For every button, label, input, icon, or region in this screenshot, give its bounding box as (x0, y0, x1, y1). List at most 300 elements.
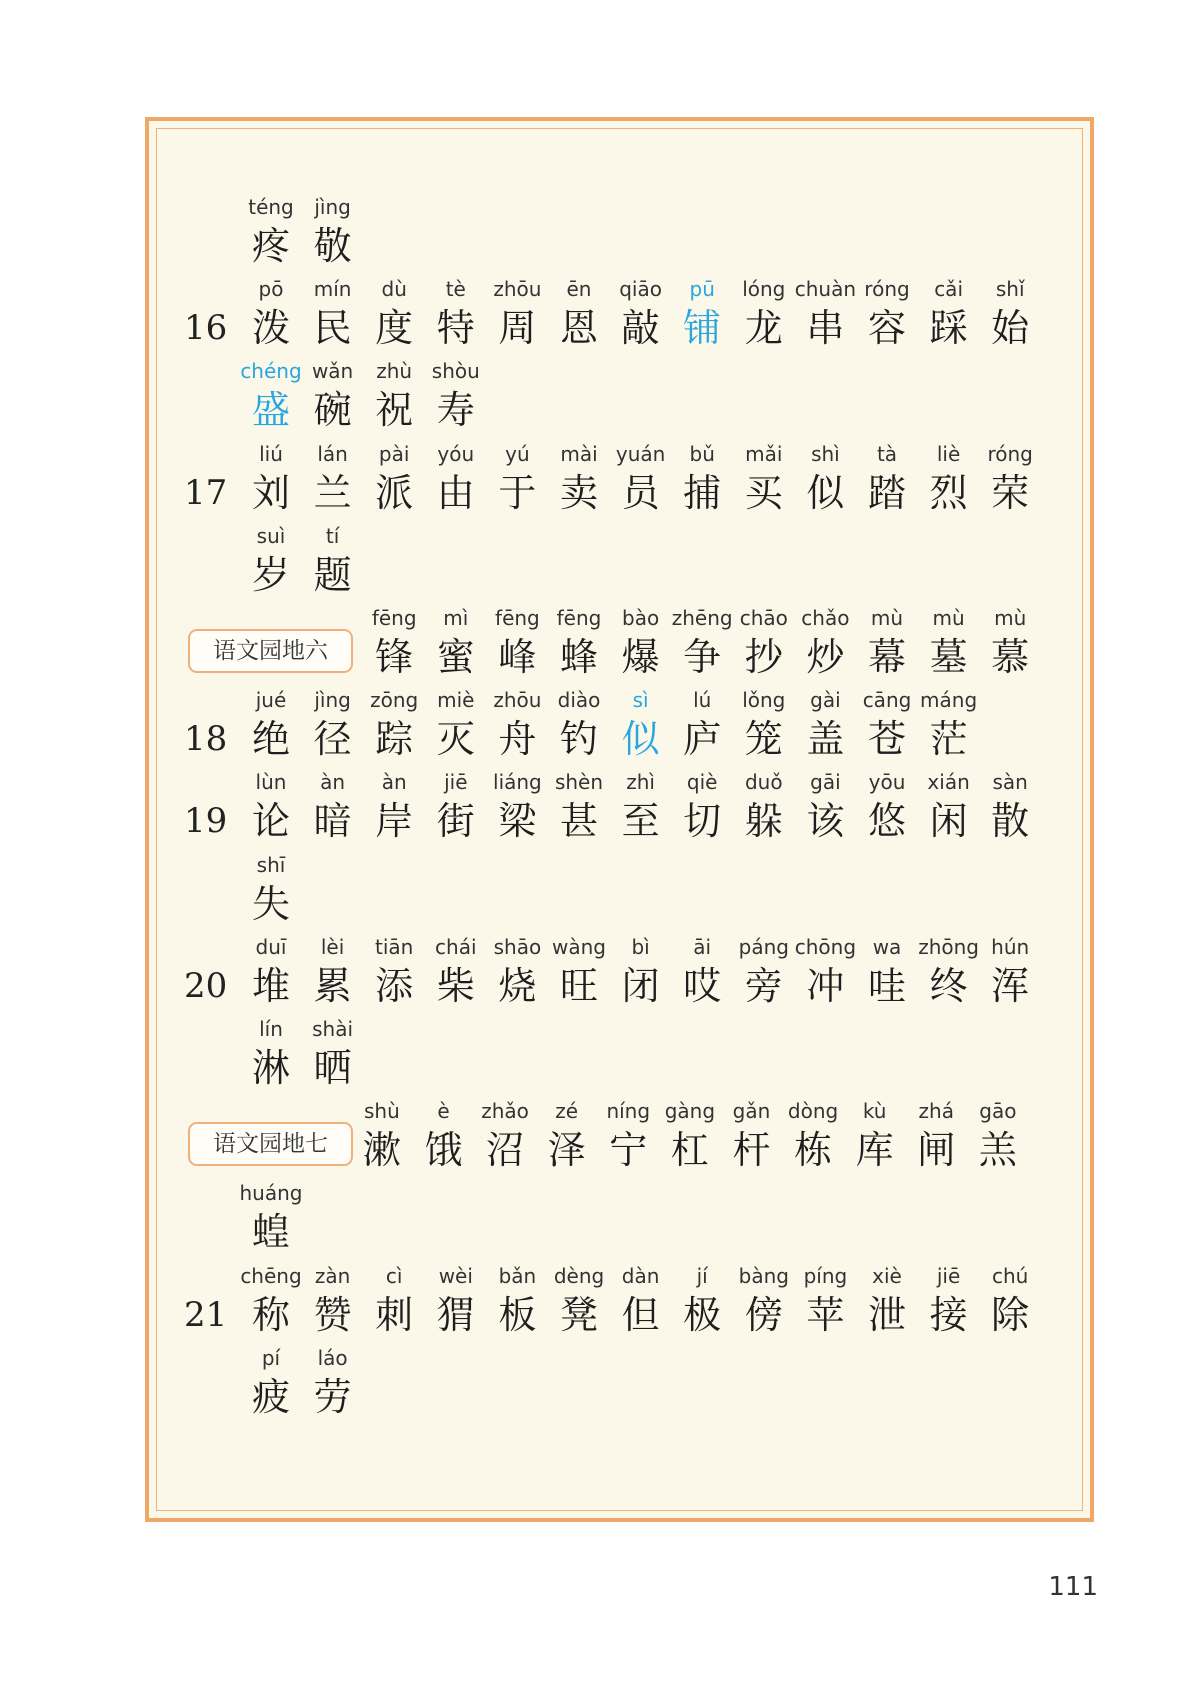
hanzi: 荣 (991, 470, 1030, 515)
pinyin: lùn (255, 770, 287, 795)
lesson-number: 19 (184, 801, 228, 842)
pinyin: kù (862, 1099, 887, 1124)
vocab-char (655, 1097, 725, 1173)
hanzi: 由 (436, 470, 475, 515)
pinyin: chōng (794, 934, 857, 959)
hanzi: 碗 (313, 388, 352, 433)
lesson-number: 18 (184, 719, 228, 760)
pinyin: duī (255, 934, 287, 959)
pinyin: fēng (371, 606, 417, 630)
pinyin: lán (317, 441, 348, 466)
pinyin: mù (994, 606, 1027, 630)
hanzi: 蜜 (436, 635, 475, 679)
hanzi: 钓 (559, 717, 598, 762)
pinyin: shǐ (995, 277, 1025, 302)
pinyin: chái (435, 934, 477, 959)
hanzi: 板 (498, 1292, 537, 1337)
pinyin: dòng (787, 1099, 839, 1124)
hanzi: 锋 (375, 635, 414, 679)
hanzi: 兰 (313, 470, 352, 515)
pinyin: è (437, 1099, 450, 1124)
vocab-char (975, 933, 1045, 1009)
pinyin: lín (259, 1017, 283, 1041)
vocab-char (298, 1344, 368, 1420)
vocab-char (236, 440, 306, 516)
pinyin: zhù (376, 359, 413, 384)
pinyin: dù (381, 277, 407, 302)
pinyin: jiē (444, 770, 468, 795)
hanzi: 争 (683, 635, 722, 679)
pinyin: wa (872, 934, 902, 959)
hanzi: 论 (251, 799, 290, 844)
pinyin: zhēng (671, 606, 733, 630)
vocab-char (667, 604, 737, 680)
pinyin: tà (876, 441, 898, 466)
pinyin: chǎo (801, 606, 850, 630)
hanzi: 冲 (806, 963, 845, 1008)
vocab-char (914, 604, 984, 680)
hanzi: 闲 (929, 799, 968, 844)
vocab-char (667, 275, 737, 351)
hanzi: 栋 (794, 1128, 833, 1173)
vocab-char (790, 440, 860, 516)
hanzi: 径 (313, 717, 352, 762)
hanzi: 员 (621, 470, 660, 515)
vocab-char (914, 275, 984, 351)
vocab-char (975, 1262, 1045, 1338)
vocab-char (236, 768, 306, 844)
pinyin: mín (313, 277, 352, 302)
pinyin: lǒng (742, 688, 786, 713)
section-label: 语文园地六 (188, 629, 353, 673)
pinyin: bǎn (498, 1263, 537, 1288)
hanzi: 泼 (251, 306, 290, 351)
vocab-row (0, 1262, 1191, 1344)
vocab-row (0, 193, 1191, 275)
hanzi: 买 (744, 470, 783, 515)
hanzi: 蜂 (559, 635, 598, 679)
vocab-char (852, 1262, 922, 1338)
vocab-char (421, 440, 491, 516)
hanzi: 似 (621, 717, 660, 762)
hanzi: 峰 (498, 635, 537, 679)
hanzi: 卖 (559, 470, 598, 515)
hanzi: 傍 (744, 1292, 783, 1337)
hanzi: 盖 (806, 717, 845, 762)
vocab-char (298, 522, 368, 598)
hanzi: 串 (806, 306, 845, 351)
pinyin: qiāo (619, 277, 662, 302)
vocab-char (359, 1262, 429, 1338)
hanzi: 题 (313, 552, 352, 597)
hanzi: 烧 (498, 963, 537, 1008)
hanzi: 似 (806, 470, 845, 515)
vocab-char (790, 1262, 860, 1338)
vocab-char (298, 768, 368, 844)
vocab-char (482, 768, 552, 844)
vocab-char (408, 1097, 478, 1173)
pinyin: huáng (239, 1181, 303, 1206)
pinyin: zàn (314, 1263, 351, 1288)
vocab-char (421, 275, 491, 351)
pinyin: liú (259, 441, 283, 466)
pinyin: sàn (992, 770, 1028, 795)
hanzi: 炒 (806, 635, 845, 679)
vocab-char (359, 686, 429, 762)
hanzi: 民 (313, 306, 352, 351)
pinyin: téng (248, 195, 294, 219)
hanzi: 宁 (609, 1128, 648, 1173)
vocab-char (852, 768, 922, 844)
vocab-row (0, 522, 1191, 604)
hanzi: 龙 (744, 306, 783, 351)
vocab-char (778, 1097, 848, 1173)
pinyin: píng (803, 1263, 848, 1288)
pinyin: mù (870, 606, 904, 630)
vocab-char (729, 604, 799, 680)
pinyin: gǎn (732, 1099, 771, 1124)
hanzi: 始 (991, 306, 1030, 351)
pinyin: bǔ (689, 441, 715, 466)
vocab-row (0, 440, 1191, 522)
vocab-char (236, 193, 306, 269)
vocab-char (606, 933, 676, 1009)
hanzi: 梁 (498, 799, 537, 844)
hanzi: 哎 (683, 963, 722, 1008)
pinyin: shù (363, 1099, 400, 1124)
hanzi: 苹 (806, 1292, 845, 1337)
vocab-char (421, 768, 491, 844)
vocab-char (236, 522, 306, 598)
pinyin: hún (991, 934, 1030, 959)
vocab-char (421, 357, 491, 433)
vocab-char (729, 686, 799, 762)
vocab-char (544, 275, 614, 351)
pinyin: liáng (493, 770, 542, 795)
vocab-char (544, 768, 614, 844)
pinyin: diào (557, 688, 601, 713)
hanzi: 爆 (621, 635, 660, 679)
vocab-char (914, 1262, 984, 1338)
vocab-char (298, 193, 368, 269)
hanzi: 闭 (621, 963, 660, 1008)
pinyin: wǎn (311, 359, 354, 384)
hanzi: 甚 (559, 799, 598, 844)
hanzi: 蝗 (251, 1210, 290, 1255)
vocab-char (790, 686, 860, 762)
hanzi: 敲 (621, 306, 660, 351)
pinyin: lú (693, 688, 712, 713)
vocab-char (593, 1097, 663, 1173)
vocab-row (0, 1097, 1191, 1179)
vocab-char (914, 768, 984, 844)
pinyin: mì (443, 606, 469, 630)
hanzi: 抄 (744, 635, 783, 679)
hanzi: 祝 (375, 388, 414, 433)
pinyin: pí (261, 1345, 281, 1370)
vocab-char (790, 933, 860, 1009)
vocab-char (359, 933, 429, 1009)
vocab-char (975, 440, 1045, 516)
hanzi: 杠 (670, 1128, 709, 1173)
hanzi: 累 (313, 963, 352, 1008)
vocab-char (790, 275, 860, 351)
hanzi: 茫 (929, 717, 968, 762)
vocab-char (729, 275, 799, 351)
hanzi: 踪 (375, 717, 414, 762)
vocab-char (729, 440, 799, 516)
pinyin: pō (258, 277, 284, 302)
pinyin: sì (632, 688, 649, 713)
pinyin: tiān (375, 934, 414, 959)
vocab-row (0, 686, 1191, 768)
vocab-char (729, 1262, 799, 1338)
hanzi: 笼 (744, 717, 783, 762)
vocab-row (0, 275, 1191, 357)
vocab-char (421, 1262, 491, 1338)
pinyin: róng (987, 441, 1033, 466)
vocab-char (359, 768, 429, 844)
vocab-char (421, 604, 491, 680)
vocab-char (236, 1344, 306, 1420)
pinyin: fēng (495, 606, 540, 630)
hanzi: 派 (375, 470, 414, 515)
hanzi: 至 (621, 799, 660, 844)
hanzi: 庐 (683, 717, 722, 762)
pinyin: zhōu (493, 277, 542, 302)
pinyin: níng (606, 1099, 651, 1124)
hanzi: 幕 (867, 635, 906, 679)
vocab-char (667, 440, 737, 516)
vocab-char (298, 1262, 368, 1338)
pinyin: shāo (493, 934, 542, 959)
pinyin: zhǎo (481, 1099, 529, 1124)
lesson-number: 20 (184, 965, 228, 1006)
hanzi: 盛 (251, 388, 290, 433)
vocab-char (298, 933, 368, 1009)
vocab-char (606, 768, 676, 844)
hanzi: 散 (991, 799, 1030, 844)
hanzi: 苍 (867, 717, 906, 762)
pinyin: máng (920, 688, 978, 713)
pinyin: láo (317, 1345, 348, 1370)
pinyin: chuàn (794, 277, 857, 302)
hanzi: 特 (436, 306, 475, 351)
vocab-row (0, 357, 1191, 439)
vocab-char (914, 933, 984, 1009)
pinyin: pū (689, 277, 715, 302)
pinyin: cāng (862, 688, 912, 713)
pinyin: zhá (918, 1099, 954, 1124)
hanzi: 饿 (424, 1128, 463, 1173)
pinyin: jiē (936, 1263, 961, 1288)
vocab-char (236, 933, 306, 1009)
pinyin: yú (505, 441, 530, 466)
section-label: 语文园地七 (188, 1122, 353, 1166)
hanzi: 踏 (867, 470, 906, 515)
vocab-char (236, 1015, 306, 1091)
vocab-char (482, 686, 552, 762)
hanzi: 慕 (991, 635, 1030, 679)
hanzi: 赞 (313, 1292, 352, 1337)
vocab-char (298, 275, 368, 351)
vocab-char (236, 357, 306, 433)
vocab-char (975, 275, 1045, 351)
hanzi: 刺 (375, 1292, 414, 1337)
hanzi: 疼 (251, 224, 290, 268)
hanzi: 该 (806, 799, 845, 844)
vocab-char (975, 768, 1045, 844)
hanzi: 寿 (436, 388, 475, 433)
pinyin: jìng (314, 195, 351, 219)
pinyin: shòu (431, 359, 480, 384)
vocab-char (790, 768, 860, 844)
vocab-char (667, 1262, 737, 1338)
pinyin: dèng (553, 1263, 605, 1288)
hanzi: 凳 (559, 1292, 598, 1337)
vocab-char (236, 275, 306, 351)
pinyin: chāo (739, 606, 788, 630)
hanzi: 杆 (732, 1128, 771, 1173)
pinyin: mǎi (745, 441, 783, 466)
pinyin: duǒ (744, 770, 783, 795)
vocab-char (963, 1097, 1033, 1173)
vocab-char (544, 1262, 614, 1338)
pinyin: wàng (552, 934, 606, 959)
pinyin: chú (992, 1263, 1029, 1288)
pinyin: chéng (240, 359, 302, 384)
vocab-row (0, 604, 1191, 686)
vocab-char (606, 275, 676, 351)
vocab-char (421, 933, 491, 1009)
vocab-char (606, 440, 676, 516)
pinyin: qiè (686, 770, 718, 795)
hanzi: 闸 (917, 1128, 956, 1173)
vocab-char (840, 1097, 910, 1173)
pinyin: liè (936, 441, 961, 466)
vocab-char (482, 440, 552, 516)
hanzi: 接 (929, 1292, 968, 1337)
hanzi: 称 (251, 1292, 290, 1337)
vocab-char (544, 440, 614, 516)
hanzi: 漱 (362, 1128, 401, 1173)
hanzi: 终 (929, 963, 968, 1008)
hanzi: 岁 (251, 552, 290, 597)
hanzi: 失 (251, 881, 290, 926)
hanzi: 淋 (251, 1046, 290, 1090)
vocab-char (421, 686, 491, 762)
hanzi: 除 (991, 1292, 1030, 1337)
vocab-char (729, 933, 799, 1009)
pinyin: gài (810, 688, 841, 713)
hanzi: 堆 (251, 963, 290, 1008)
pinyin: yóu (437, 441, 475, 466)
vocab-char (347, 1097, 417, 1173)
pinyin: lóng (742, 277, 786, 302)
pinyin: mài (560, 441, 598, 466)
hanzi: 铺 (683, 306, 722, 351)
vocab-char (729, 768, 799, 844)
page-number: 111 (1048, 1572, 1098, 1602)
vocab-char (852, 275, 922, 351)
vocab-char (482, 933, 552, 1009)
hanzi: 岸 (375, 799, 414, 844)
hanzi: 添 (375, 963, 414, 1008)
vocab-char (298, 357, 368, 433)
vocab-char (532, 1097, 602, 1173)
hanzi: 泄 (867, 1292, 906, 1337)
vocab-char (298, 1015, 368, 1091)
pinyin: zé (555, 1099, 579, 1124)
hanzi: 浑 (991, 963, 1030, 1008)
pinyin: gàng (664, 1099, 716, 1124)
hanzi: 踩 (929, 306, 968, 351)
pinyin: àn (320, 770, 346, 795)
pinyin: zhōng (918, 934, 979, 959)
vocab-char (914, 440, 984, 516)
pinyin: àn (381, 770, 407, 795)
pinyin: zōng (370, 688, 419, 713)
hanzi: 绝 (251, 717, 290, 762)
lesson-number: 17 (184, 472, 228, 513)
vocab-char (667, 768, 737, 844)
pinyin: mù (932, 606, 965, 630)
pinyin: lèi (320, 934, 345, 959)
pinyin: yuán (615, 441, 666, 466)
hanzi: 容 (867, 306, 906, 351)
vocab-char (716, 1097, 786, 1173)
vocab-char (544, 933, 614, 1009)
hanzi: 疲 (251, 1374, 290, 1419)
hanzi: 恩 (559, 306, 598, 351)
vocab-char (667, 686, 737, 762)
vocab-row (0, 768, 1191, 850)
vocab-char (914, 686, 984, 762)
pinyin: bàng (738, 1263, 789, 1288)
hanzi: 于 (498, 470, 537, 515)
vocab-char (359, 604, 429, 680)
pinyin: bì (631, 934, 650, 959)
hanzi: 墓 (929, 635, 968, 679)
hanzi: 度 (375, 306, 414, 351)
vocab-char (544, 604, 614, 680)
hanzi: 捕 (683, 470, 722, 515)
hanzi: 库 (855, 1128, 894, 1173)
pinyin: xiè (872, 1263, 902, 1288)
pinyin: jué (255, 688, 287, 713)
vocab-char (667, 933, 737, 1009)
hanzi: 周 (498, 306, 537, 351)
hanzi: 旺 (559, 963, 598, 1008)
pinyin: miè (437, 688, 475, 713)
vocab-char (544, 686, 614, 762)
vocab-row (0, 933, 1191, 1015)
vocab-char (298, 440, 368, 516)
vocab-char (852, 686, 922, 762)
hanzi: 旁 (744, 963, 783, 1008)
pinyin: jìng (314, 688, 351, 713)
vocab-row (0, 1179, 1191, 1261)
hanzi: 悠 (867, 799, 906, 844)
hanzi: 暗 (313, 799, 352, 844)
hanzi: 烈 (929, 470, 968, 515)
pinyin: tí (325, 523, 340, 548)
pinyin: āi (693, 934, 712, 959)
vocab-char (901, 1097, 971, 1173)
hanzi: 羔 (978, 1128, 1017, 1173)
hanzi: 劳 (313, 1374, 352, 1419)
vocab-char (975, 604, 1045, 680)
